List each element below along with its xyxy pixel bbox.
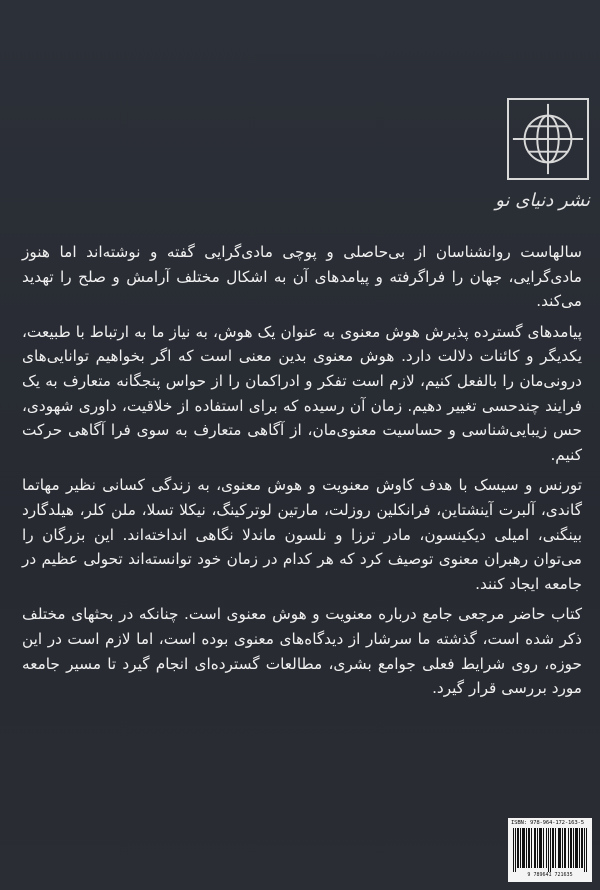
publisher-name: نشر دنیای نو [495,190,590,211]
globe-in-square-icon [509,100,587,178]
isbn-text: ISBN: 978-964-172-163-5 [511,820,584,826]
blurb-paragraph-2: پیامدهای گسترده پذیرش هوش معنوی به عنوان یک هوش، به نیاز ما به ارتباط با طبیعت، یکدیگر و کائنات دلالت دارد. هوش معنوی بدین معنی است که اگر بخواهیم توانایی‌های درونی‌مان را بالفعل کنیم، لازم است تفکر و ادراکمان را از حواس پنجگانه متعارف به یک فرایند چندحسی تغییر دهیم. زمان آن رسیده که برای استفاده از خلاقیت، داوری شهودی، حس زیبایی‌شناسی و حساسیت معنوی‌مان، از آگاهی متعارف به سوی فرا آگاهی حرکت کنیم. [22,322,582,464]
barcode-digits: 9 789641 721635 [527,872,573,878]
isbn-barcode [508,818,592,882]
blurb-paragraph-3: تورنس و سیسک با هدف کاوش معنویت و هوش معنوی، به زندگی کسانی نظیر مهاتما گاندی، آلبرت آینشتاین، فرانکلین روزلت، مارتین لوترکینگ، نیکلا تسلا، ملن کلر، هیلدگارد بینگنی، امیلی دیکینسون، مادر ترزا و نلسون ماندلا نگاهی انداخته‌اند. این بزرگان را می‌توان رهبران معنوی توصیف کرد که هر کدام در زمان خود توانسته‌اند تحولی عظیم در جامعه ایجاد کنند. [22,476,582,593]
blurb-paragraph-1: سالهاست روانشناسان از بی‌حاصلی و پوچی مادی‌گرایی گفته و نوشته‌اند اما هنوز مادی‌گرایی، جهان را فراگرفته و پیامدهای آن به اشکال مختلف آرامش و صلح را تهدید می‌کند. [22,243,582,311]
blurb-paragraph-4: کتاب حاضر مرجعی جامع درباره معنویت و هوش معنوی است. چنانکه در بحثهای مختلف ذکر شده است، گذشته ما سرشار از دیدگاه‌های معنوی بوده است، اما لازم است در این حوزه، روی شرایط فعلی جوامع بشری، مطالعات گسترده‌ای انجام گیرد تا مسیر جامعه مورد بررسی قرار گیرد. [22,605,582,698]
barcode-bars [511,828,589,872]
publisher-logo [507,98,589,180]
back-cover-blurb [22,240,582,707]
